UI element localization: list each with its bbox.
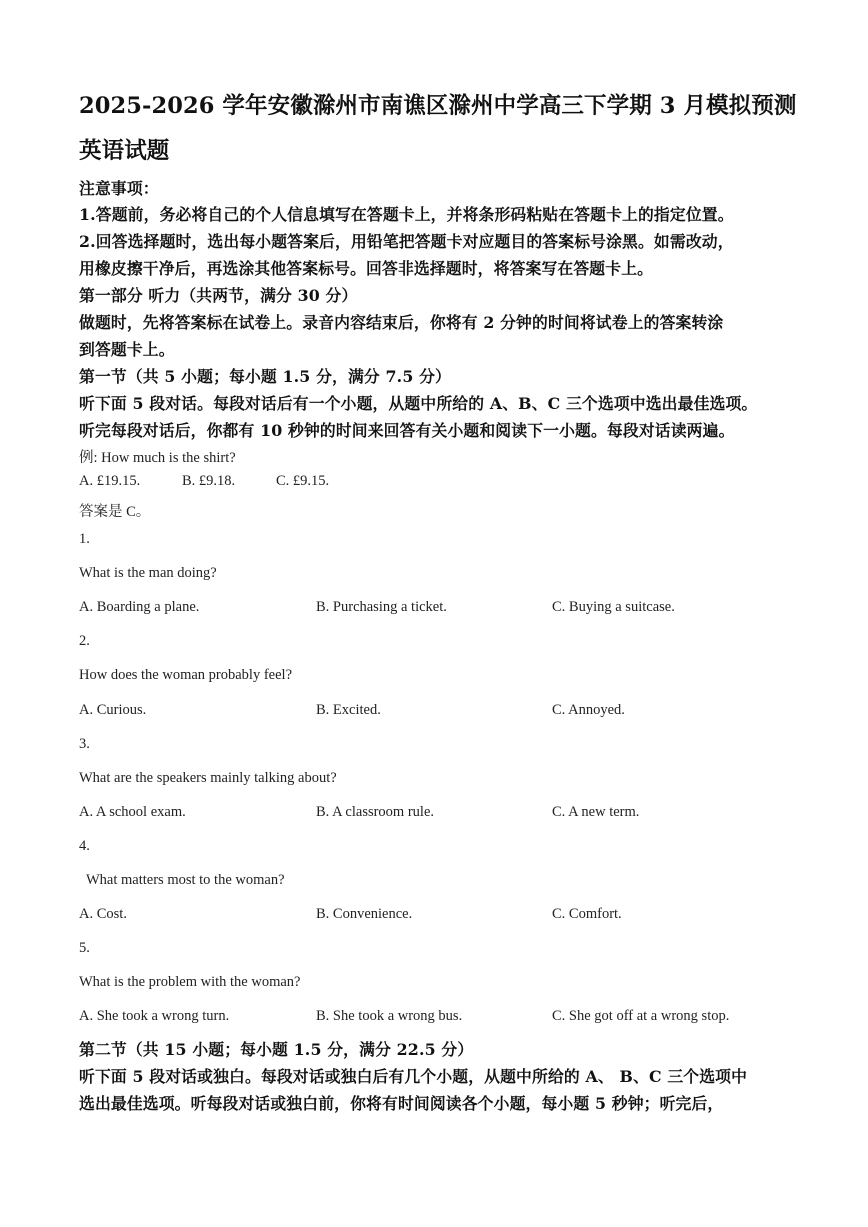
question-option-a: A. She took a wrong turn. bbox=[79, 1008, 230, 1024]
question-text: What is the man doing? bbox=[79, 565, 217, 581]
notice-item-2-line2: 用橡皮擦干净后，再选涂其他答案标号。回答非选择题时，将答案写在答题卡上。 bbox=[79, 259, 654, 278]
part1-intro-line1: 做题时，先将答案标在试卷上。录音内容结束后，你将有 2 分钟的时间将试卷上的答案转涂 bbox=[79, 313, 724, 332]
section2-intro-line2: 选出最佳选项。听每段对话或独白前，你将有时间阅读各个小题，每小题 5 秒钟；听完后， bbox=[79, 1094, 724, 1113]
question-option-b: B. Convenience. bbox=[316, 906, 413, 922]
exam-title-line2: 英语试题 bbox=[79, 138, 170, 164]
question-option-b: B. A classroom rule. bbox=[316, 804, 435, 820]
question-text: How does the woman probably feel? bbox=[79, 667, 293, 683]
part1-intro-line2: 到答题卡上。 bbox=[79, 340, 175, 359]
part1-heading: 第一部分 听力（共两节，满分 30 分） bbox=[79, 286, 358, 305]
notice-heading: 注意事项： bbox=[79, 179, 159, 198]
question-option-a: A. Cost. bbox=[79, 906, 127, 922]
question-option-b: B. She took a wrong bus. bbox=[316, 1008, 463, 1024]
question-text: What matters most to the woman? bbox=[79, 872, 285, 888]
question-option-c: C. Buying a suitcase. bbox=[552, 599, 675, 615]
question-number: 2. bbox=[79, 633, 90, 649]
question-text: What are the speakers mainly talking about? bbox=[79, 770, 337, 786]
question-text: What is the problem with the woman? bbox=[79, 974, 301, 990]
question-option-c: C. Comfort. bbox=[552, 906, 622, 922]
question-option-a: A. Boarding a plane. bbox=[79, 599, 200, 615]
question-option-c: C. Annoyed. bbox=[552, 702, 625, 718]
section2-intro-line1: 听下面 5 段对话或独白。每段对话或独白后有几个小题，从题中所给的 A、 B、C 三个选项中 bbox=[79, 1067, 748, 1086]
question-option-c: C. She got off at a wrong stop. bbox=[552, 1008, 730, 1024]
question-option-b: B. Excited. bbox=[316, 702, 381, 718]
example-option-b: B. £9.18. bbox=[182, 473, 236, 489]
question-option-b: B. Purchasing a ticket. bbox=[316, 599, 447, 615]
example-answer: 答案是 C。 bbox=[79, 504, 151, 520]
question-number: 4. bbox=[79, 838, 90, 854]
notice-item-2-line1: 2.回答选择题时，选出每小题答案后，用铅笔把答题卡对应题目的答案标号涂黑。如需改动， bbox=[79, 232, 734, 251]
section1-intro-line2: 听完每段对话后，你都有 10 秒钟的时间来回答有关小题和阅读下一小题。每段对话读两遍。 bbox=[79, 421, 735, 440]
section2-heading: 第二节（共 15 小题；每小题 1.5 分，满分 22.5 分） bbox=[79, 1040, 474, 1059]
example-question: 例: How much is the shirt? bbox=[79, 450, 236, 466]
question-option-a: A. Curious. bbox=[79, 702, 147, 718]
section1-intro-line1: 听下面 5 段对话。每段对话后有一个小题，从题中所给的 A、B、C 三个选项中选出最佳选项。 bbox=[79, 394, 758, 413]
section1-heading: 第一节（共 5 小题；每小题 1.5 分，满分 7.5 分） bbox=[79, 367, 452, 386]
example-option-a: A. £19.15. bbox=[79, 473, 141, 489]
notice-item-1: 1.答题前，务必将自己的个人信息填写在答题卡上，并将条形码粘贴在答题卡上的指定位置。 bbox=[79, 205, 734, 224]
example-option-c: C. £9.15. bbox=[276, 473, 330, 489]
question-option-c: C. A new term. bbox=[552, 804, 640, 820]
question-number: 1. bbox=[79, 531, 90, 547]
question-option-a: A. A school exam. bbox=[79, 804, 186, 820]
question-number: 5. bbox=[79, 940, 90, 956]
exam-title-line1: 2025-2026 学年安徽滁州市南谯区滁州中学高三下学期 3 月模拟预测 bbox=[79, 93, 797, 119]
question-number: 3. bbox=[79, 736, 90, 752]
